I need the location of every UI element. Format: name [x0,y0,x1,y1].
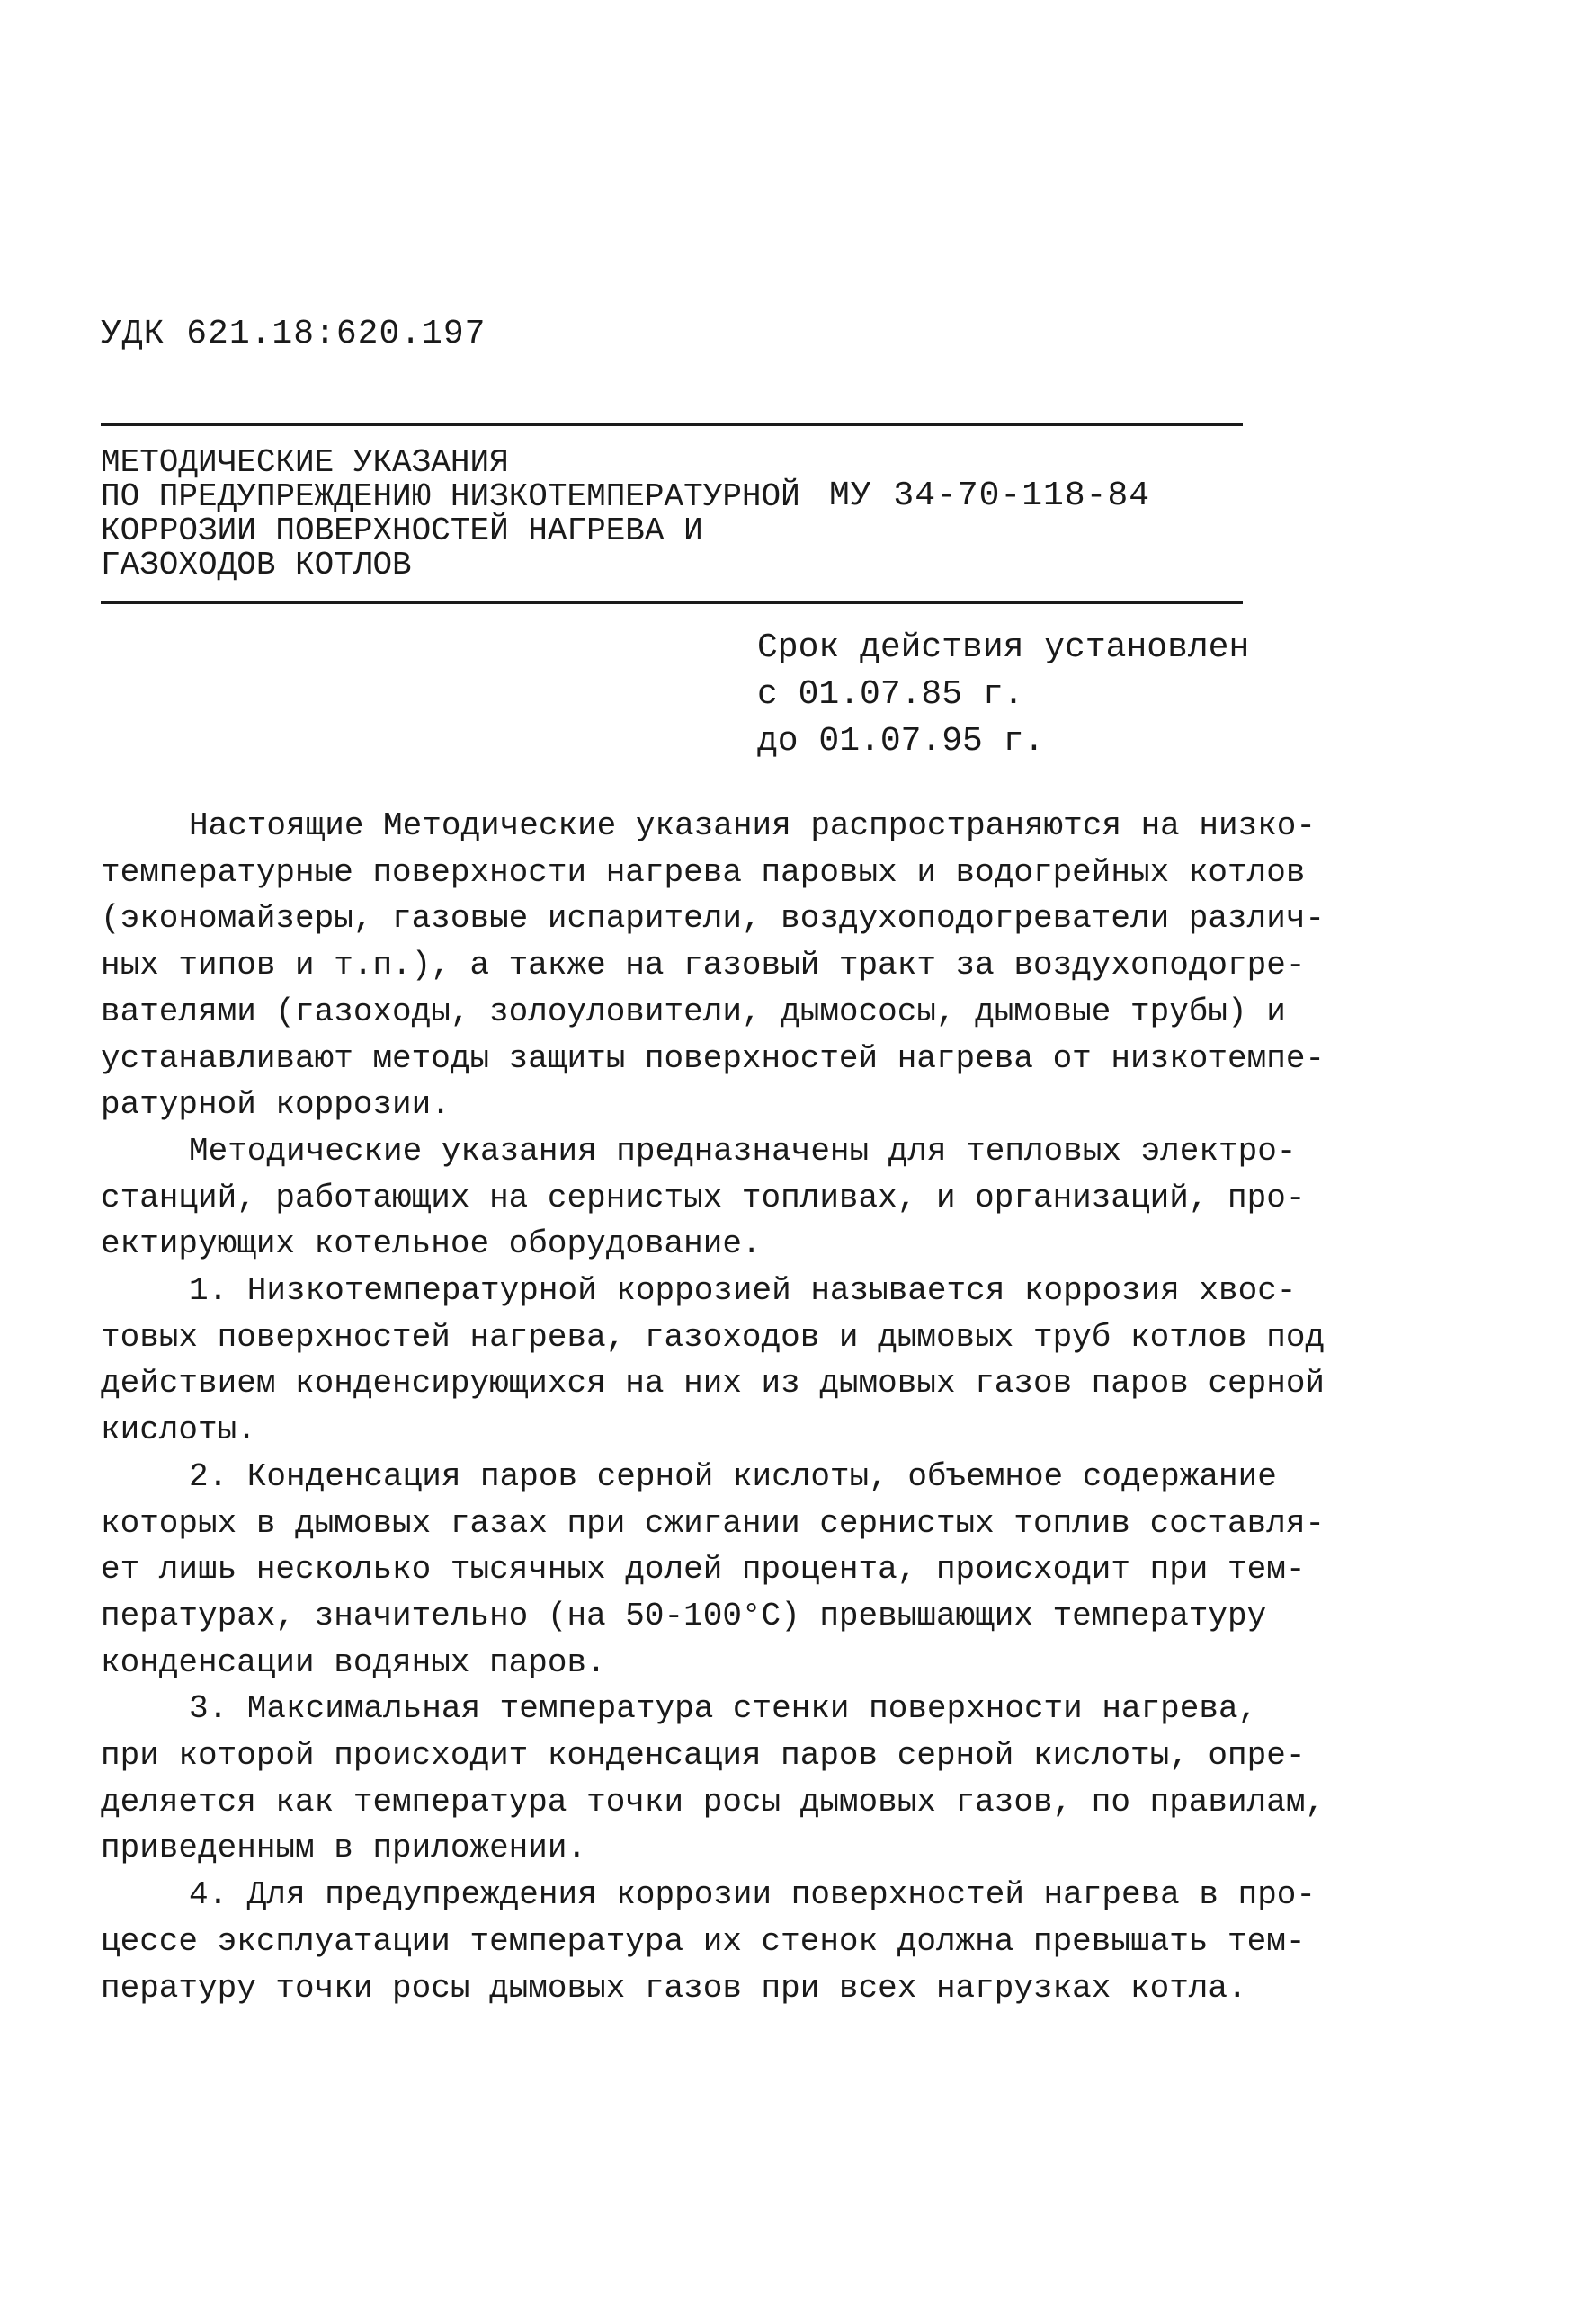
text-line: 3. Максимальная температура стенки поверхности нагрева, [189,1690,1258,1728]
title-line: ПО ПРЕДУПРЕЖДЕНИЮ НИЗКОТЕМПЕРАТУРНОЙ [101,478,800,515]
paragraph-item-1 [101,1268,1326,1454]
document-title [101,446,820,583]
paragraph-scope [101,803,1326,1128]
text-line: ратурной коррозии. [101,1086,451,1124]
paragraph-purpose [101,1128,1306,1268]
text-line: 2. Конденсация паров серной кислоты, объемное содержание [189,1457,1277,1495]
paragraph-item-2 [101,1454,1326,1687]
udk-code: УДК 621.18:620.197 [101,315,486,353]
title-top-rule [101,423,1243,426]
text-line: температурные поверхности нагрева паровых и водогрейных котлов [101,853,1306,891]
text-line: (экономайзеры, газовые испарители, воздухоподогреватели различ- [101,900,1326,938]
text-line: 1. Низкотемпературной коррозией называется коррозия хвос- [189,1272,1297,1310]
text-line: которых в дымовых газах при сжигании сернистых топлив составля- [101,1504,1326,1542]
text-line: станций, работающих на сернистых топливах, и организаций, про- [101,1179,1306,1216]
title-line: ГАЗОХОДОВ КОТЛОВ [101,547,412,583]
validity-period [757,625,1249,765]
validity-line: Срок действия установлен [757,628,1250,667]
text-line: товых поверхностей нагрева, газоходов и дымовых труб котлов под [101,1318,1326,1356]
document-code: МУ 34-70-118-84 [829,476,1151,515]
title-bottom-rule [101,601,1243,604]
validity-end: до 01.07.95 г. [757,722,1045,761]
text-line: устанавливают методы защиты поверхностей нагрева от низкотемпе- [101,1039,1326,1077]
text-line: приведенным в приложении. [101,1830,587,1867]
text-line: 4. Для предупреждения коррозии поверхностей нагрева в про- [189,1876,1317,1914]
text-line: Методические указания предназначены для тепловых электро- [189,1132,1297,1170]
text-line: конденсации водяных паров. [101,1643,606,1681]
text-line: Настоящие Методические указания распространяются на низко- [189,807,1317,844]
document-body [101,803,1326,2011]
title-line: МЕТОДИЧЕСКИЕ УКАЗАНИЯ [101,444,509,481]
text-line: вателями (газоходы, золоуловители, дымососы, дымовые трубы) и [101,993,1286,1030]
text-line: ет лишь несколько тысячных долей процента, происходит при тем- [101,1551,1306,1589]
text-line: при которой происходит конденсация паров серной кислоты, опре- [101,1737,1306,1775]
title-line: КОРРОЗИИ ПОВЕРХНОСТЕЙ НАГРЕВА И [101,512,703,549]
text-line: ных типов и т.п.), а также на газовый тракт за воздухоподогре- [101,947,1306,984]
validity-start: с 01.07.85 г. [757,675,1024,714]
text-line: ектирующих котельное оборудование. [101,1225,762,1263]
text-line: кислоты. [101,1411,256,1449]
paragraph-item-4 [101,1872,1317,2011]
text-line: деляется как температура точки росы дымовых газов, по правилам, [101,1783,1326,1821]
text-line: действием конденсирующихся на них из дымовых газов паров серной [101,1365,1326,1402]
text-line: цессе эксплуатации температура их стенок должна превышать тем- [101,1922,1306,1960]
text-line: пературах, значительно (на 50-100°С) превышающих температуру [101,1597,1267,1634]
text-line: пературу точки росы дымовых газов при всех нагрузках котла. [101,1969,1247,2007]
paragraph-item-3 [101,1686,1326,1872]
